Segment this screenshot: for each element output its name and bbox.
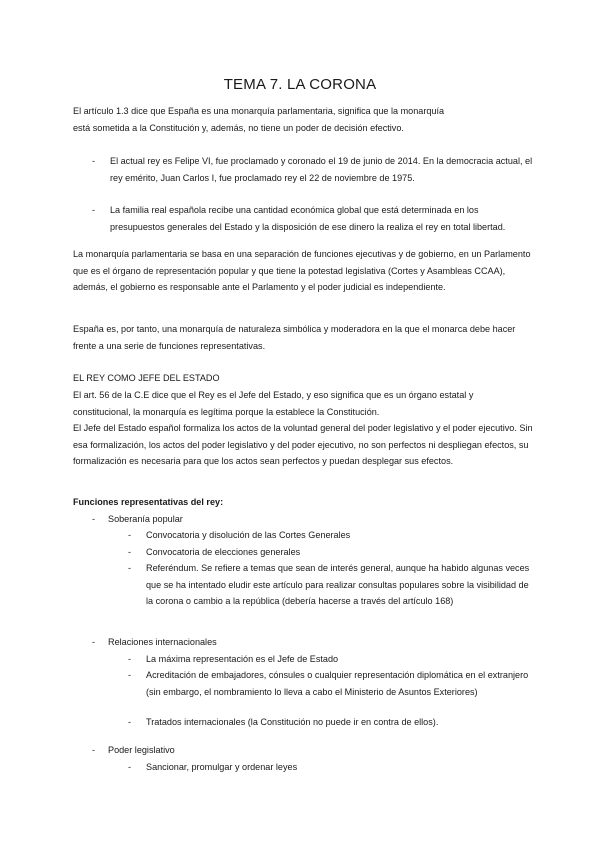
intro-bullet-2: La familia real española recibe una cantidad económica global que está determinada en los presupuestos generales del Estado y la disposición de ese dinero la realiza el rey en total libertad. — [110, 205, 506, 232]
bullet-dash: - — [128, 654, 132, 664]
page-title: TEMA 7. LA CORONA — [223, 76, 377, 93]
formalization-paragraph: El Jefe del Estado español formaliza los actos de la voluntad general del poder legislativo y el poder ejecutivo. Sin esa formalización, los actos del poder legislativo y del poder ejecutivo, no son perfectos ni despliegan efectos, su formalización es necesaria para que los actos sean perfectos y puedan desplegar sus efectos. — [73, 423, 533, 467]
group-label-legislativo: Poder legislativo — [108, 745, 175, 755]
parliamentary-paragraph: La monarquía parlamentaria se basa en una separación de funciones ejecutivas y de gobierno, en un Parlamento que es el órgano de representación popular y que tiene la potestad legislativa (Cortes y Asambleas CCAA), además, el gobierno es responsable ante el Parlamento y el poder judicial es independiente. — [73, 249, 531, 293]
symbolic-paragraph: España es, por tanto, una monarquía de naturaleza simbólica y moderadora en la que el monarca debe hacer frente a una serie de funciones representativas. — [73, 324, 516, 351]
list-item: Referéndum. Se refiere a temas que sean de interés general, aunque ha habido algunas veces que se ha intentado eludir este artículo para realizar consultas populares sobre la visibilidad de la corona o cambio a la república (debería hacerse a través del artículo 168) — [146, 563, 530, 607]
list-item: Tratados internacionales (la Constitución no puede ir en contra de ellos). — [146, 717, 439, 727]
bullet-dash: - — [128, 762, 132, 772]
section-heading: EL REY COMO JEFE DEL ESTADO — [73, 373, 220, 383]
list-item: Convocatoria de elecciones generales — [146, 547, 301, 557]
bullet-dash: - — [92, 205, 96, 215]
intro-bullet-1: El actual rey es Felipe VI, fue proclamado y coronado el 19 de junio de 2014. En la democracia actual, el rey emérito, Juan Carlos I, fue proclamado rey el 22 de noviembre de 1975. — [110, 156, 533, 183]
bullet-dash: - — [128, 563, 132, 573]
list-item: La máxima representación es el Jefe de Estado — [146, 654, 339, 664]
bullet-dash: - — [128, 530, 132, 540]
intro-paragraph: El artículo 1.3 dice que España es una monarquía parlamentaria, significa que la monarquía está sometida a la Constitución y, además, no tiene un poder de decisión efectivo. — [73, 106, 445, 133]
list-item: Sancionar, promulgar y ordenar leyes — [146, 762, 298, 772]
bullet-dash: - — [92, 637, 96, 647]
bullet-dash: - — [92, 745, 96, 755]
bullet-dash: - — [128, 717, 132, 727]
group-label-soberania: Soberanía popular — [108, 514, 183, 524]
group-label-relaciones: Relaciones internacionales — [108, 637, 217, 647]
bullet-dash: - — [128, 670, 132, 680]
bullet-dash: - — [92, 514, 96, 524]
bullet-dash: - — [128, 547, 132, 557]
bullet-dash: - — [92, 156, 96, 166]
list-item: Acreditación de embajadores, cónsules o cualquier representación diplomática en el extranjero (sin embargo, el nombramiento lo lleva a cabo el Ministerio de Asuntos Exteriores) — [146, 670, 529, 697]
functions-heading: Funciones representativas del rey: — [73, 497, 224, 507]
art56-paragraph: El art. 56 de la C.E dice que el Rey es el Jefe del Estado, y eso significa que es un órgano estatal y constitucional, la monarquía es legítima porque la establece la Constitución. — [73, 390, 474, 417]
list-item: Convocatoria y disolución de las Cortes Generales — [146, 530, 351, 540]
